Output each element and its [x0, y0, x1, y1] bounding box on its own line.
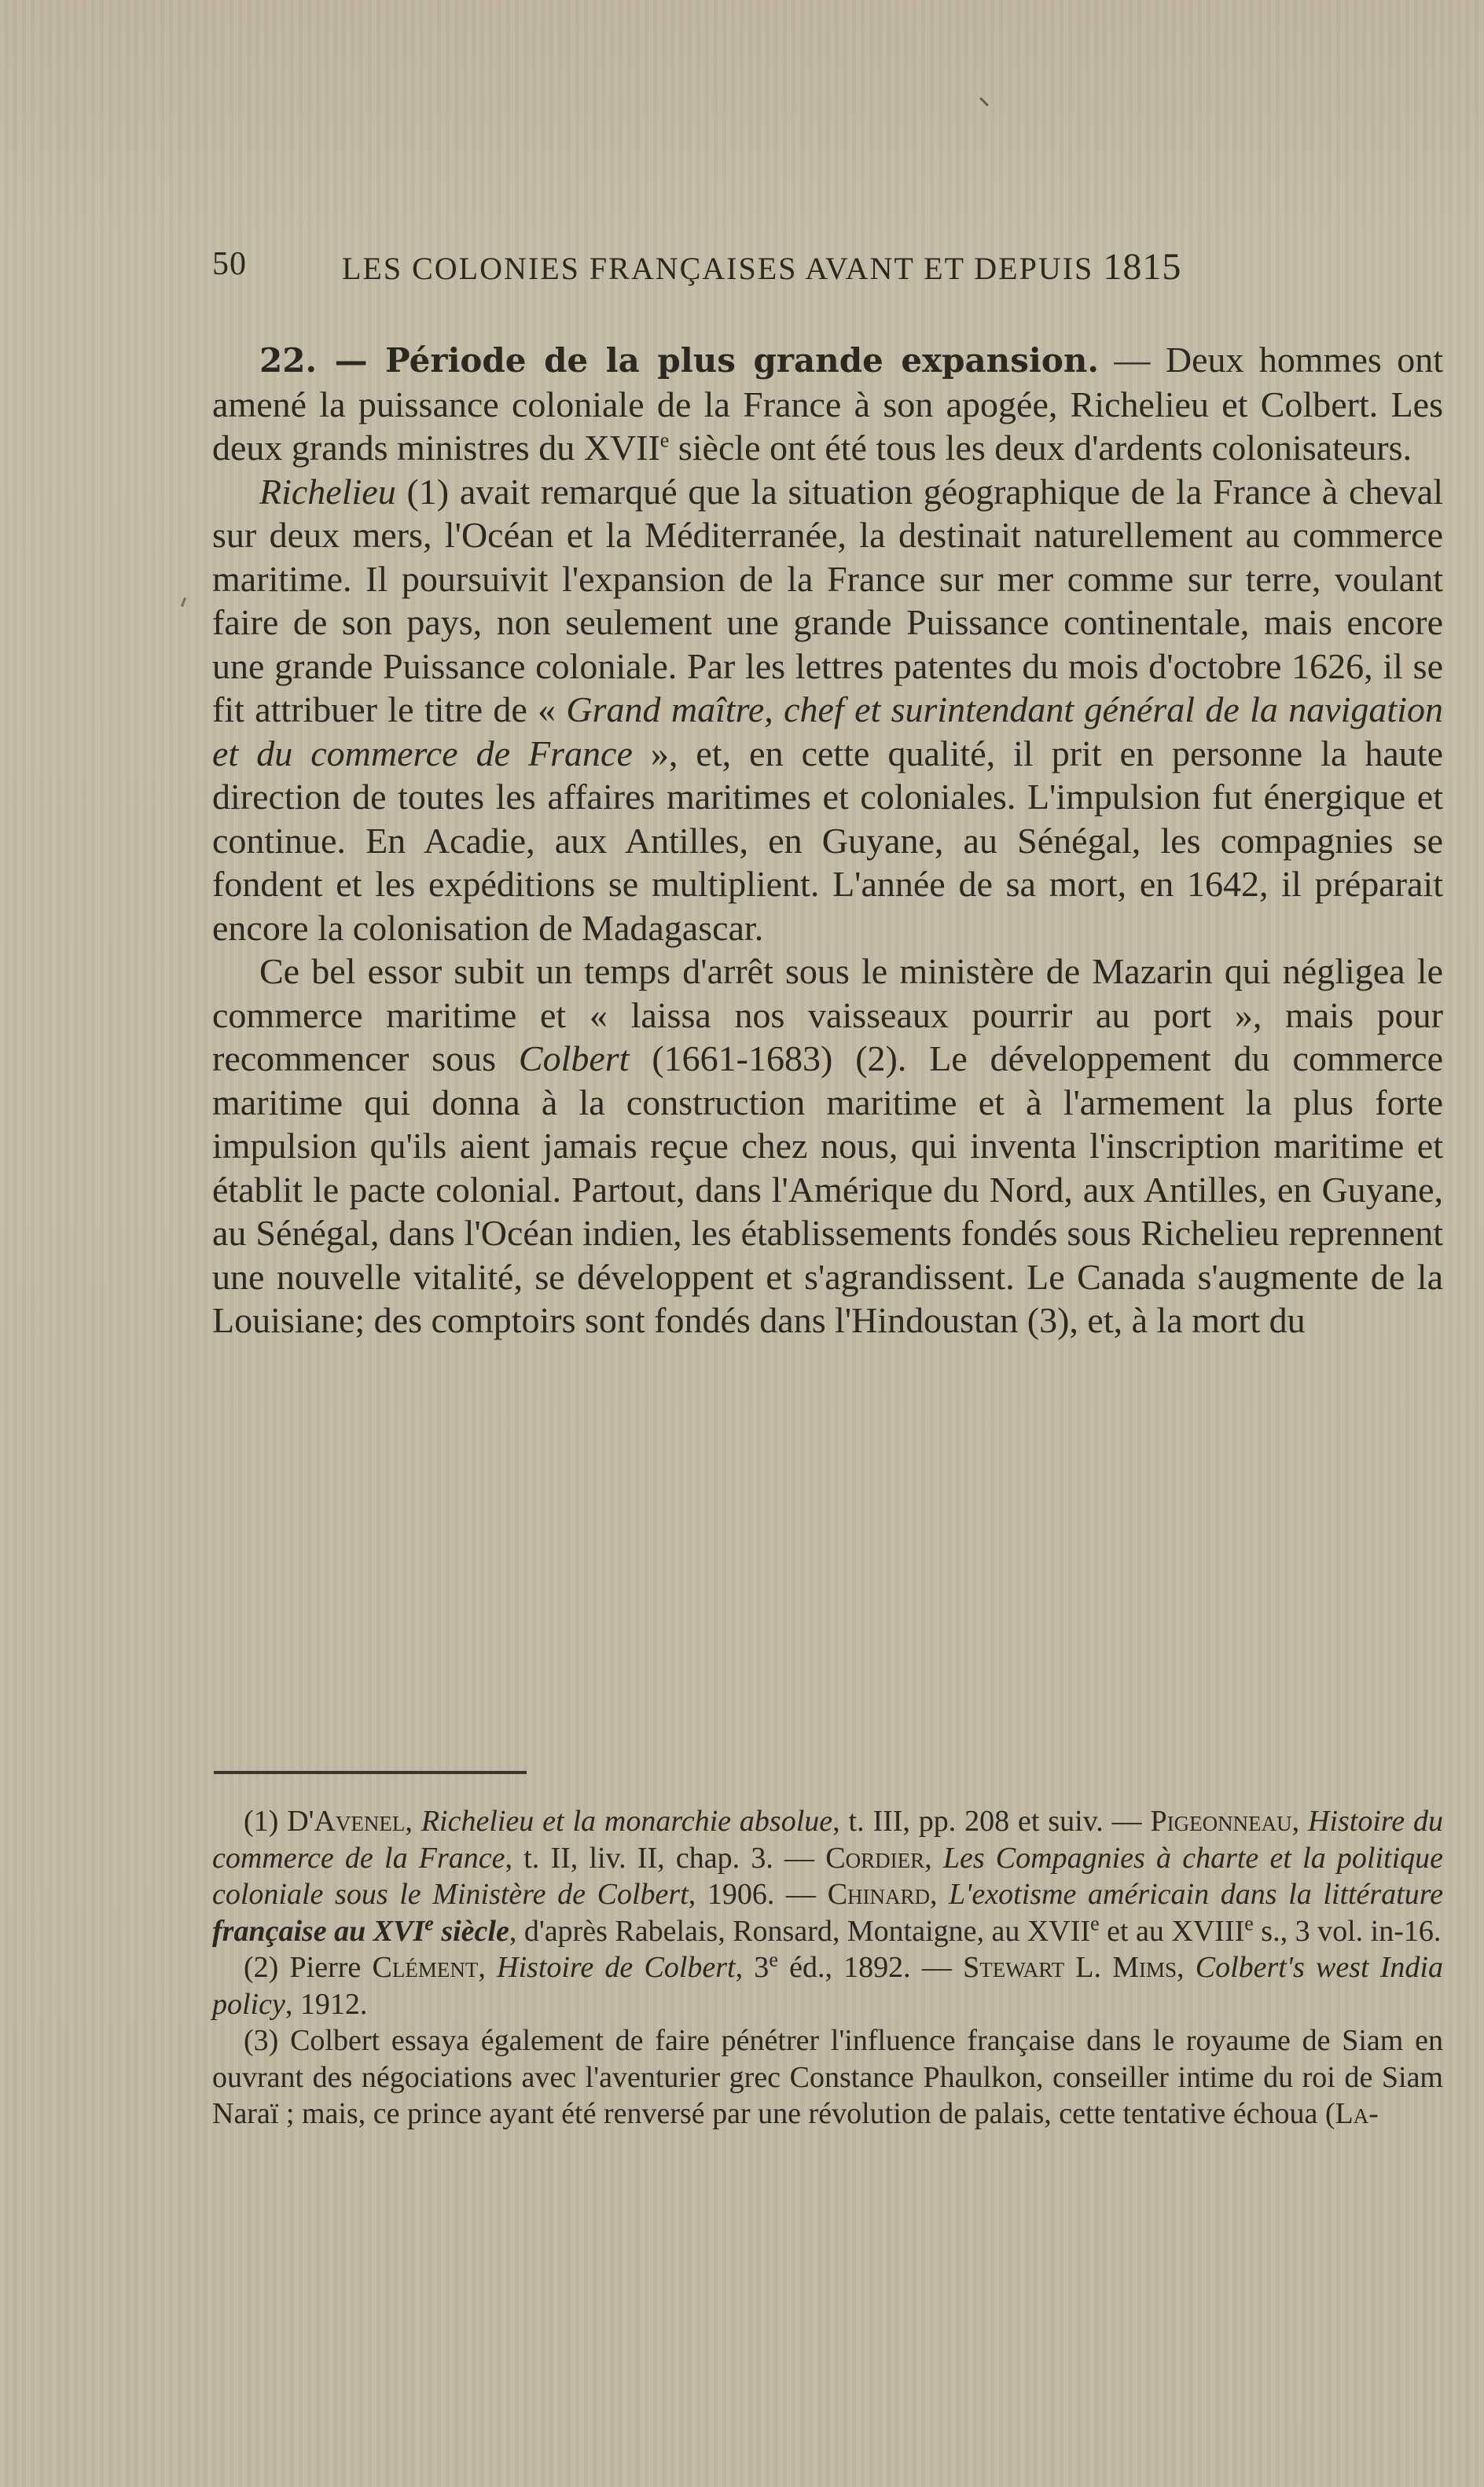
footnote-author: La- — [1335, 2097, 1379, 2130]
paragraph-1 — [212, 338, 1443, 470]
paragraph-2 — [212, 470, 1443, 950]
page-number: 50 — [212, 246, 247, 282]
stray-ink-mark — [979, 97, 989, 106]
footnote-text: Pierre — [289, 1951, 373, 1984]
footnote-text: , t. III, pp. 208 et suiv. — — [832, 1805, 1151, 1838]
footnote-text: , t. II, liv. II, chap. 3. — — [505, 1841, 826, 1875]
paragraph-3 — [212, 950, 1443, 1343]
footnote-text: Colbert essaya également de faire pénétrer l'influence française dans le royaume de Siam en ouvrant des négociations avec l'aventurier grec Constance Phaulkon, conseiller intime du roi de Siam Naraï ; mais, ce prince ayant été renversé par une révolution de palais, cette tentative échoua ( — [212, 2024, 1443, 2130]
century-superscript: e — [659, 428, 670, 452]
footnote-author: Stewart L. Mims — [963, 1951, 1177, 1984]
footnote-text: , d'après Rabelais, Ronsard, Montaigne, au XVII — [509, 1914, 1091, 1948]
footnote-text: et au XVIII — [1099, 1914, 1245, 1948]
footnote-marker: (2) — [244, 1951, 290, 1984]
footnote-text: , 1912. — [285, 1987, 368, 2021]
superscript: e — [424, 1911, 434, 1934]
footnote-author: Cordier — [825, 1841, 925, 1875]
footnote-marker: (3) — [244, 2024, 291, 2057]
footnote-author: Pigeonneau — [1150, 1805, 1292, 1838]
separator: , — [478, 1951, 498, 1984]
footnote-title-bold: française au XVI — [212, 1914, 425, 1948]
paragraph-3-text-1: Ce bel essor subit un temps d'arrêt sous le ministère de Mazarin qui négligea le commerce maritime et « laissa nos vaisseaux pourrir au port », mais pour recommencer sous — [212, 951, 1443, 1078]
footnote-title-bold: siècle — [433, 1914, 509, 1948]
footnote-author: Clément — [372, 1951, 479, 1984]
footnote-title: L'exotisme américain dans la littérature — [949, 1878, 1444, 1911]
running-head-title-text: LES COLONIES FRANÇAISES AVANT ET DEPUIS — [342, 251, 1094, 286]
footnote-3 — [212, 2022, 1443, 2133]
stray-margin-mark — [181, 597, 186, 607]
footnote-title: Colbert's west India policy — [212, 1951, 1443, 2021]
footnote-title: Histoire du commerce de la France — [212, 1805, 1444, 1875]
footnote-author: Chinard — [827, 1878, 931, 1911]
main-text — [212, 338, 1443, 1343]
century-numeral: XVII — [583, 428, 660, 468]
running-head-title — [342, 245, 1181, 288]
footnotes — [212, 1803, 1443, 2133]
separator: , — [930, 1878, 950, 1911]
footnote-text: , 1906. — — [688, 1878, 828, 1911]
separator: , — [405, 1805, 421, 1838]
paragraph-2-text-1: (1) avait remarqué que la situation géographique de la France à cheval sur deux mers, l'Océan et la Méditerranée, la destinait naturellement au commerce maritime. Il poursuivit l'expansion de la France sur mer comme sur terre, voulant faire de son pays, non seulement une grande Puissance continentale, mais encore une grande Puissance coloniale. Par les lettres patentes du mois d'octobre 1626, il se fit attribuer le titre de « — [212, 471, 1443, 729]
colbert-name: Colbert — [518, 1038, 630, 1078]
superscript: e — [1244, 1911, 1254, 1934]
footnote-divider — [214, 1771, 527, 1774]
footnote-text: , 3 — [735, 1951, 770, 1984]
footnote-author: D'Avenel — [287, 1805, 406, 1838]
separator: , — [924, 1841, 943, 1875]
paragraph-2-text-2: », et, en cette qualité, il prit en personne la haute direction de toutes les affaires maritimes et coloniales. L'impulsion fut énergique et continue. En Acadie, aux Antilles, en Guyane, au Sénégal, les compagnies se fondent et les expéditions se multiplient. L'année de sa mort, en 1642, il préparait encore la colonisation de Madagascar. — [212, 733, 1444, 948]
richelieu-title-quote: Grand maître, chef et surintendant général de la navigation et du commerce de France — [212, 689, 1443, 773]
superscript: e — [1090, 1911, 1100, 1934]
footnote-2 — [212, 1949, 1443, 2022]
footnote-1 — [212, 1803, 1443, 1949]
paragraph-1-text: — Deux hommes ont amené la puissance coloniale de la France à son apogée, Richelieu et Colbert. Les deux grands ministres du — [212, 340, 1443, 468]
footnote-title: Richelieu et la monarchie absolue — [421, 1805, 833, 1838]
paragraph-3-text-2: (1661-1683) (2). Le développement du commerce maritime qui donna à la construction maritime et à l'armement la plus forte impulsion qu'ils aient jamais reçue chez nous, qui inventa l'inscription maritime et établit le pacte colonial. Partout, dans l'Amérique du Nord, aux Antilles, en Guyane, au Sénégal, dans l'Océan indien, les établissements fondés sous Richelieu reprennent une nouvelle vitalité, se développent et s'agrandissent. Le Canada s'augmente de la Louisiane; des comptoirs sont fondés dans l'Hindoustan (3), et, à la mort du — [212, 1038, 1443, 1340]
footnote-title: Histoire de Colbert — [497, 1951, 736, 1984]
footnote-text: éd., 1892. — — [777, 1951, 964, 1984]
separator: , — [1291, 1805, 1308, 1838]
section-heading: 22. — Période de la plus grande expansion. — [259, 341, 1099, 380]
richelieu-name: Richelieu — [259, 471, 396, 512]
running-head-year: 1815 — [1103, 246, 1182, 288]
separator: , — [1177, 1951, 1196, 1984]
footnote-marker: (1) — [244, 1805, 288, 1838]
footnote-title: Les Compagnies à charte et la politique coloniale sous le Ministère de Colbert — [212, 1841, 1444, 1911]
paragraph-1-end: siècle ont été tous les deux d'ardents colonisateurs. — [669, 428, 1412, 468]
footnote-text: s., 3 vol. in-16. — [1253, 1914, 1442, 1948]
superscript: e — [769, 1948, 778, 1971]
running-head — [212, 245, 1423, 292]
